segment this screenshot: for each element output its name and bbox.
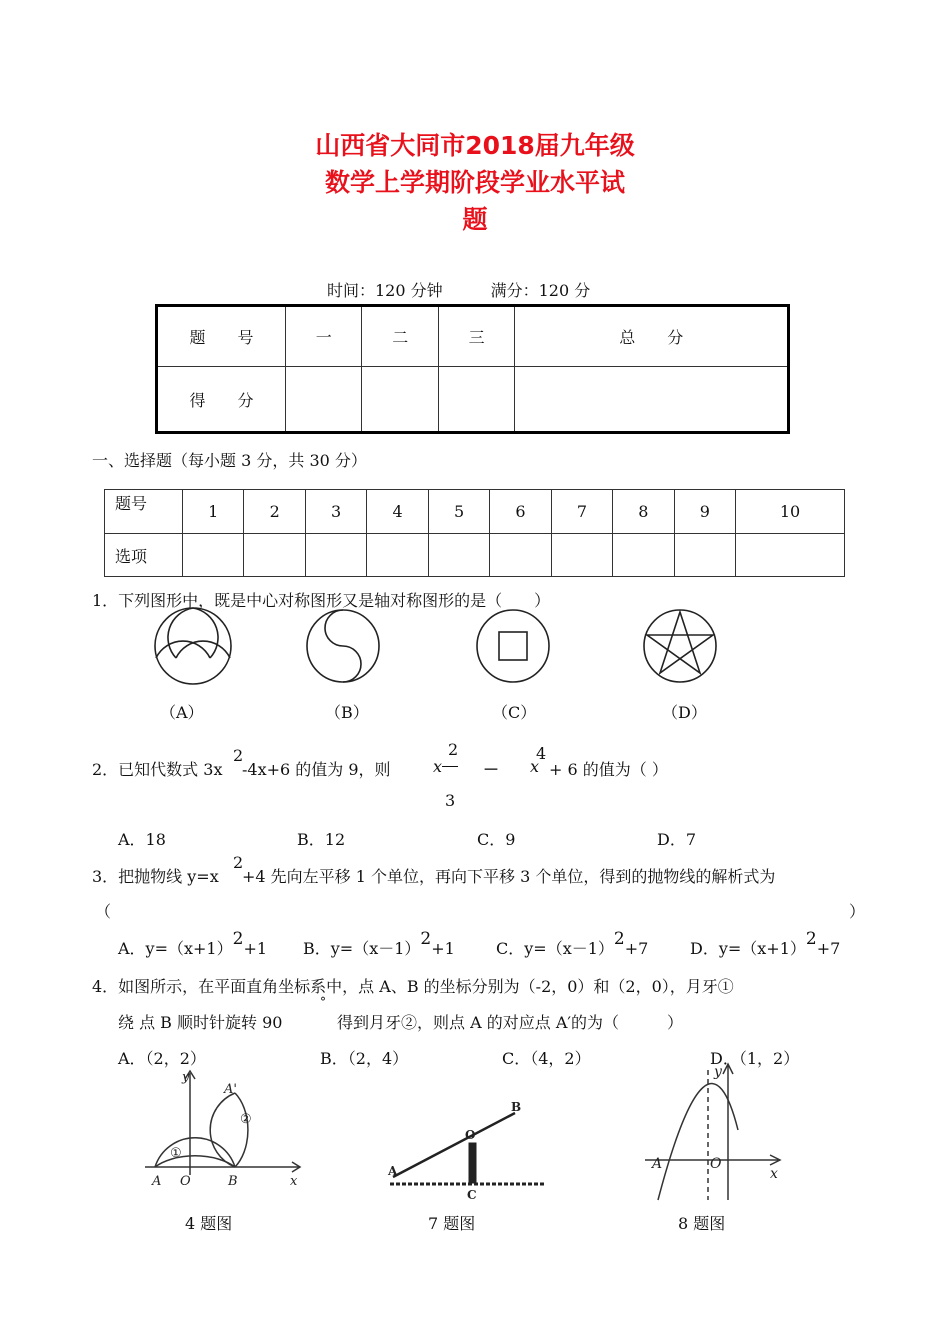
score-header-cell: 题 号 — [157, 306, 286, 367]
fig4-y: y — [182, 1070, 190, 1085]
q2-x: x — [433, 757, 443, 776]
title-line3: 题 — [462, 205, 488, 234]
q2-minus: － — [483, 760, 500, 779]
q3-option-a: A．y=（x+1）2+1 — [118, 929, 268, 958]
fig8-caption: 8 题图 — [678, 1214, 726, 1233]
score-table — [155, 304, 790, 434]
q2-option-a: A．18 — [118, 830, 166, 849]
score-header-cell: 三 — [438, 306, 514, 367]
answer-number: 9 — [674, 490, 735, 534]
answer-number: 7 — [551, 490, 612, 534]
q3-exp: 2 — [233, 853, 244, 872]
q3-paren-left: （ — [95, 902, 112, 921]
answer-label: 选项 — [105, 534, 183, 577]
q4-option-b: B．（2，4） — [320, 1049, 409, 1068]
answer-number: 4 — [367, 490, 428, 534]
fig8-y: y — [714, 1064, 722, 1080]
q4-option-d: D．（1，2） — [710, 1049, 800, 1068]
q2-sup: 2 — [448, 740, 459, 759]
q2-option-b: B．12 — [297, 830, 346, 849]
answer-number: 6 — [490, 490, 551, 534]
figure-q1-a — [150, 606, 240, 686]
q2-fraction-bar — [442, 766, 458, 767]
score-header-cell: 总 分 — [515, 306, 789, 367]
score-header-cell: 一 — [286, 306, 362, 367]
answer-number: 1 — [183, 490, 244, 534]
score-header-cell: 二 — [362, 306, 438, 367]
question-1-text: 1．下列图形中，既是中心对称图形又是轴对称图形的是（ ） — [92, 591, 551, 610]
fig8-a: A — [652, 1156, 663, 1172]
figure-q1-b — [305, 608, 385, 688]
figure-q1-c — [476, 608, 556, 688]
q2-prefix: 2．已知代数式 3x — [92, 760, 223, 779]
fig4-a-prime: A' — [224, 1082, 237, 1097]
fig7-c: C — [467, 1188, 477, 1202]
q2-numerator: 4 — [536, 744, 547, 763]
q2-denominator: 3 — [445, 791, 456, 810]
q4-degree: ° — [320, 995, 326, 1009]
figure-8 — [640, 1060, 790, 1205]
fig4-moon2: ② — [240, 1112, 252, 1127]
figure-q1-d — [642, 606, 722, 686]
q2-mid: -4x+6 的值为 9，则 — [242, 760, 391, 779]
q3-option-b: B．y=（x－1）2+1 — [303, 929, 455, 958]
section-heading: 一、选择题（每小题 3 分，共 30 分） — [92, 451, 367, 470]
answer-number: 10 — [736, 490, 845, 534]
title-line2: 数学上学期阶段学业水平试 — [324, 168, 625, 197]
answer-table — [104, 489, 845, 577]
score-cell — [286, 367, 362, 433]
q4-option-a: A．（2，2） — [118, 1049, 206, 1068]
fig4-moon1: ① — [170, 1146, 182, 1161]
fig8-o: O — [710, 1156, 722, 1172]
score-row-label: 得 分 — [157, 367, 286, 433]
q3-paren-right: ） — [849, 902, 866, 921]
q3-option-d: D．y=（x+1）2+7 — [690, 929, 841, 958]
answer-number: 5 — [428, 490, 489, 534]
q4-option-c: C．（4，2） — [502, 1049, 591, 1068]
figure-4 — [140, 1065, 310, 1195]
q1-label-c: （C） — [492, 703, 537, 722]
q1-label-a: （A） — [160, 703, 204, 722]
figure-7 — [385, 1095, 555, 1202]
fig4-x: x — [290, 1174, 298, 1189]
fig4-a: A — [152, 1174, 162, 1189]
fig7-b: B — [511, 1100, 522, 1114]
score-cell — [515, 367, 789, 433]
fig7-caption: 7 题图 — [428, 1214, 476, 1233]
q2-exponent: 2 — [233, 746, 244, 765]
q3-line1: 3．把抛物线 y=x — [92, 867, 219, 886]
q2-x2: x — [530, 757, 540, 776]
q2-option-d: D．7 — [657, 830, 697, 849]
answer-number: 2 — [244, 490, 305, 534]
q1-label-d: （D） — [662, 703, 707, 722]
answer-label: 题号 — [105, 490, 183, 534]
fig8-x: x — [770, 1166, 778, 1182]
q4-line2a: 绕 点 B 顺时针旋转 90 — [118, 1013, 283, 1032]
fig4-b: B — [228, 1174, 238, 1189]
fig4-o: O — [180, 1174, 191, 1189]
q1-label-b: （B） — [325, 703, 369, 722]
answer-number: 3 — [305, 490, 366, 534]
fig7-a: A — [388, 1164, 398, 1178]
q2-suffix: + 6 的值为（ ） — [549, 760, 668, 779]
q4-line1: 4．如图所示，在平面直角坐标系中，点 A、B 的坐标分别为（-2，0）和（2，0），月牙① — [92, 977, 734, 996]
title-line1: 山西省大同市2018届九年级 — [315, 131, 635, 160]
score-cell — [438, 367, 514, 433]
q2-option-c: C．9 — [477, 830, 516, 849]
score-cell — [362, 367, 438, 433]
answer-number: 8 — [613, 490, 674, 534]
fig7-o: O — [465, 1128, 476, 1142]
q4-line2b: 得到月牙②，则点 A 的对应点 A′的为（ ） — [337, 1013, 684, 1032]
exam-info: 时间：120 分钟 满分：120 分 — [327, 281, 591, 300]
q3-line1b: +4 先向左平移 1 个单位，再向下平移 3 个单位，得到的抛物线的解析式为 — [242, 867, 776, 886]
fig4-caption: 4 题图 — [185, 1214, 233, 1233]
q3-option-c: C．y=（x－1）2+7 — [496, 929, 649, 958]
